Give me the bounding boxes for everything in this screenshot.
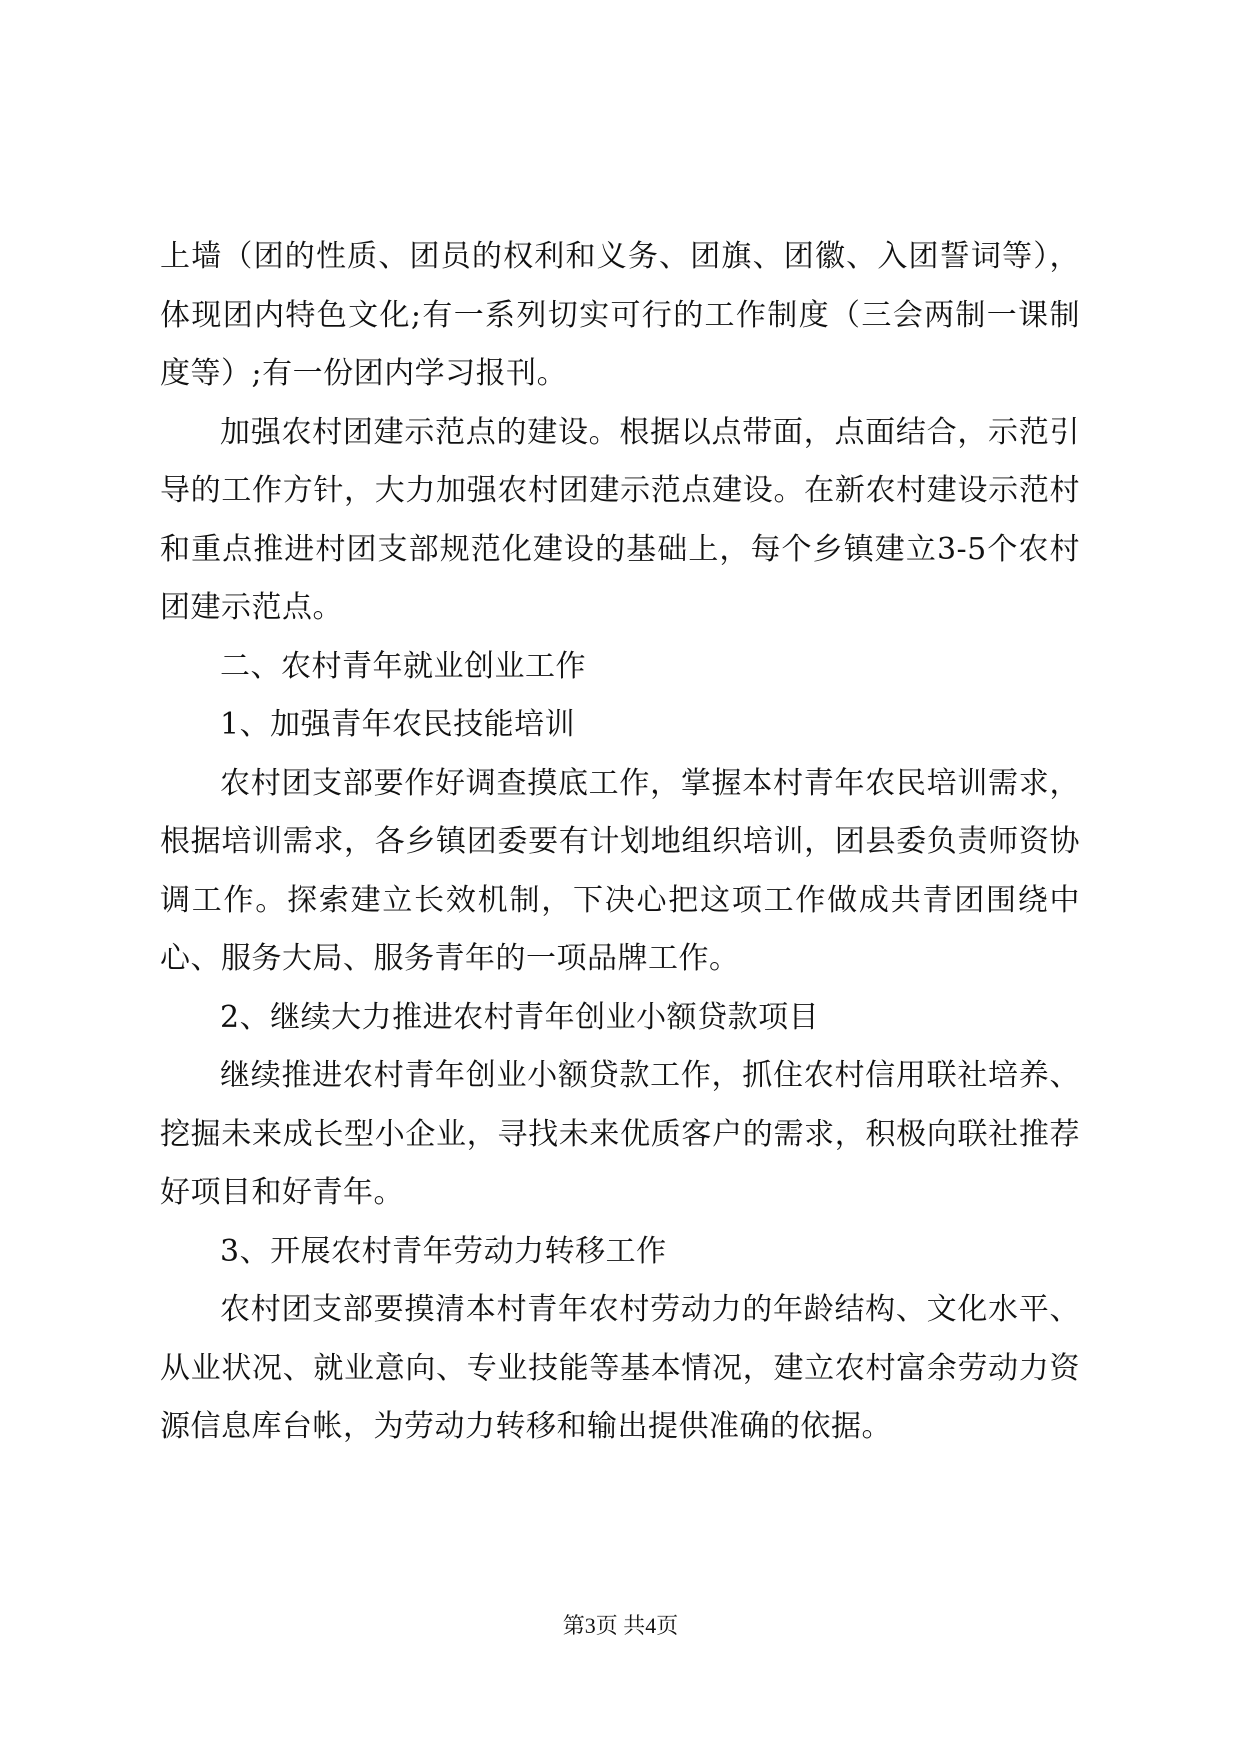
paragraph-continuation: 上墙（团的性质、团员的权利和义务、团旗、团徽、入团誓词等），体现团内特色文化;有一系列切实可行的工作制度（三会两制一课制度等）;有一份团内学习报刊。 [160, 239, 1080, 391]
document-body [160, 228, 1080, 1457]
paragraph-demo-sites: 加强农村团建示范点的建设。根据以点带面，点面结合，示范引导的工作方针，大力加强农村团建示范点建设。在新农村建设示范村和重点推进村团支部规范化建设的基础上，每个乡镇建立3-5个农村团建示范点。 [160, 414, 1080, 625]
paragraph-labor-transfer: 农村团支部要摸清本村青年农村劳动力的年龄结构、文化水平、从业状况、就业意向、专业技能等基本情况，建立农村富余劳动力资源信息库台帐，为劳动力转移和输出提供准确的依据。 [160, 1292, 1080, 1444]
paragraph-skills-training: 农村团支部要作好调查摸底工作，掌握本村青年农民培训需求，根据培训需求，各乡镇团委要有计划地组织培训，团县委负责师资协调工作。探索建立长效机制，下决心把这项工作做成共青团围绕中心、服务大局、服务青年的一项品牌工作。 [160, 765, 1080, 976]
paragraph-microloans: 继续推进农村青年创业小额贷款工作，抓住农村信用联社培养、挖掘未来成长型小企业，寻找未来优质客户的需求，积极向联社推荐好项目和好青年。 [160, 1058, 1080, 1210]
subheading-microloans: 2、继续大力推进农村青年创业小额贷款项目 [220, 999, 820, 1035]
subheading-skills-training: 1、加强青年农民技能培训 [220, 707, 576, 742]
page-number-footer: 第3页 共4页 [562, 1613, 679, 1638]
section-heading-employment: 二、农村青年就业创业工作 [220, 648, 586, 684]
subheading-labor-transfer: 3、开展农村青年劳动力转移工作 [220, 1233, 667, 1269]
